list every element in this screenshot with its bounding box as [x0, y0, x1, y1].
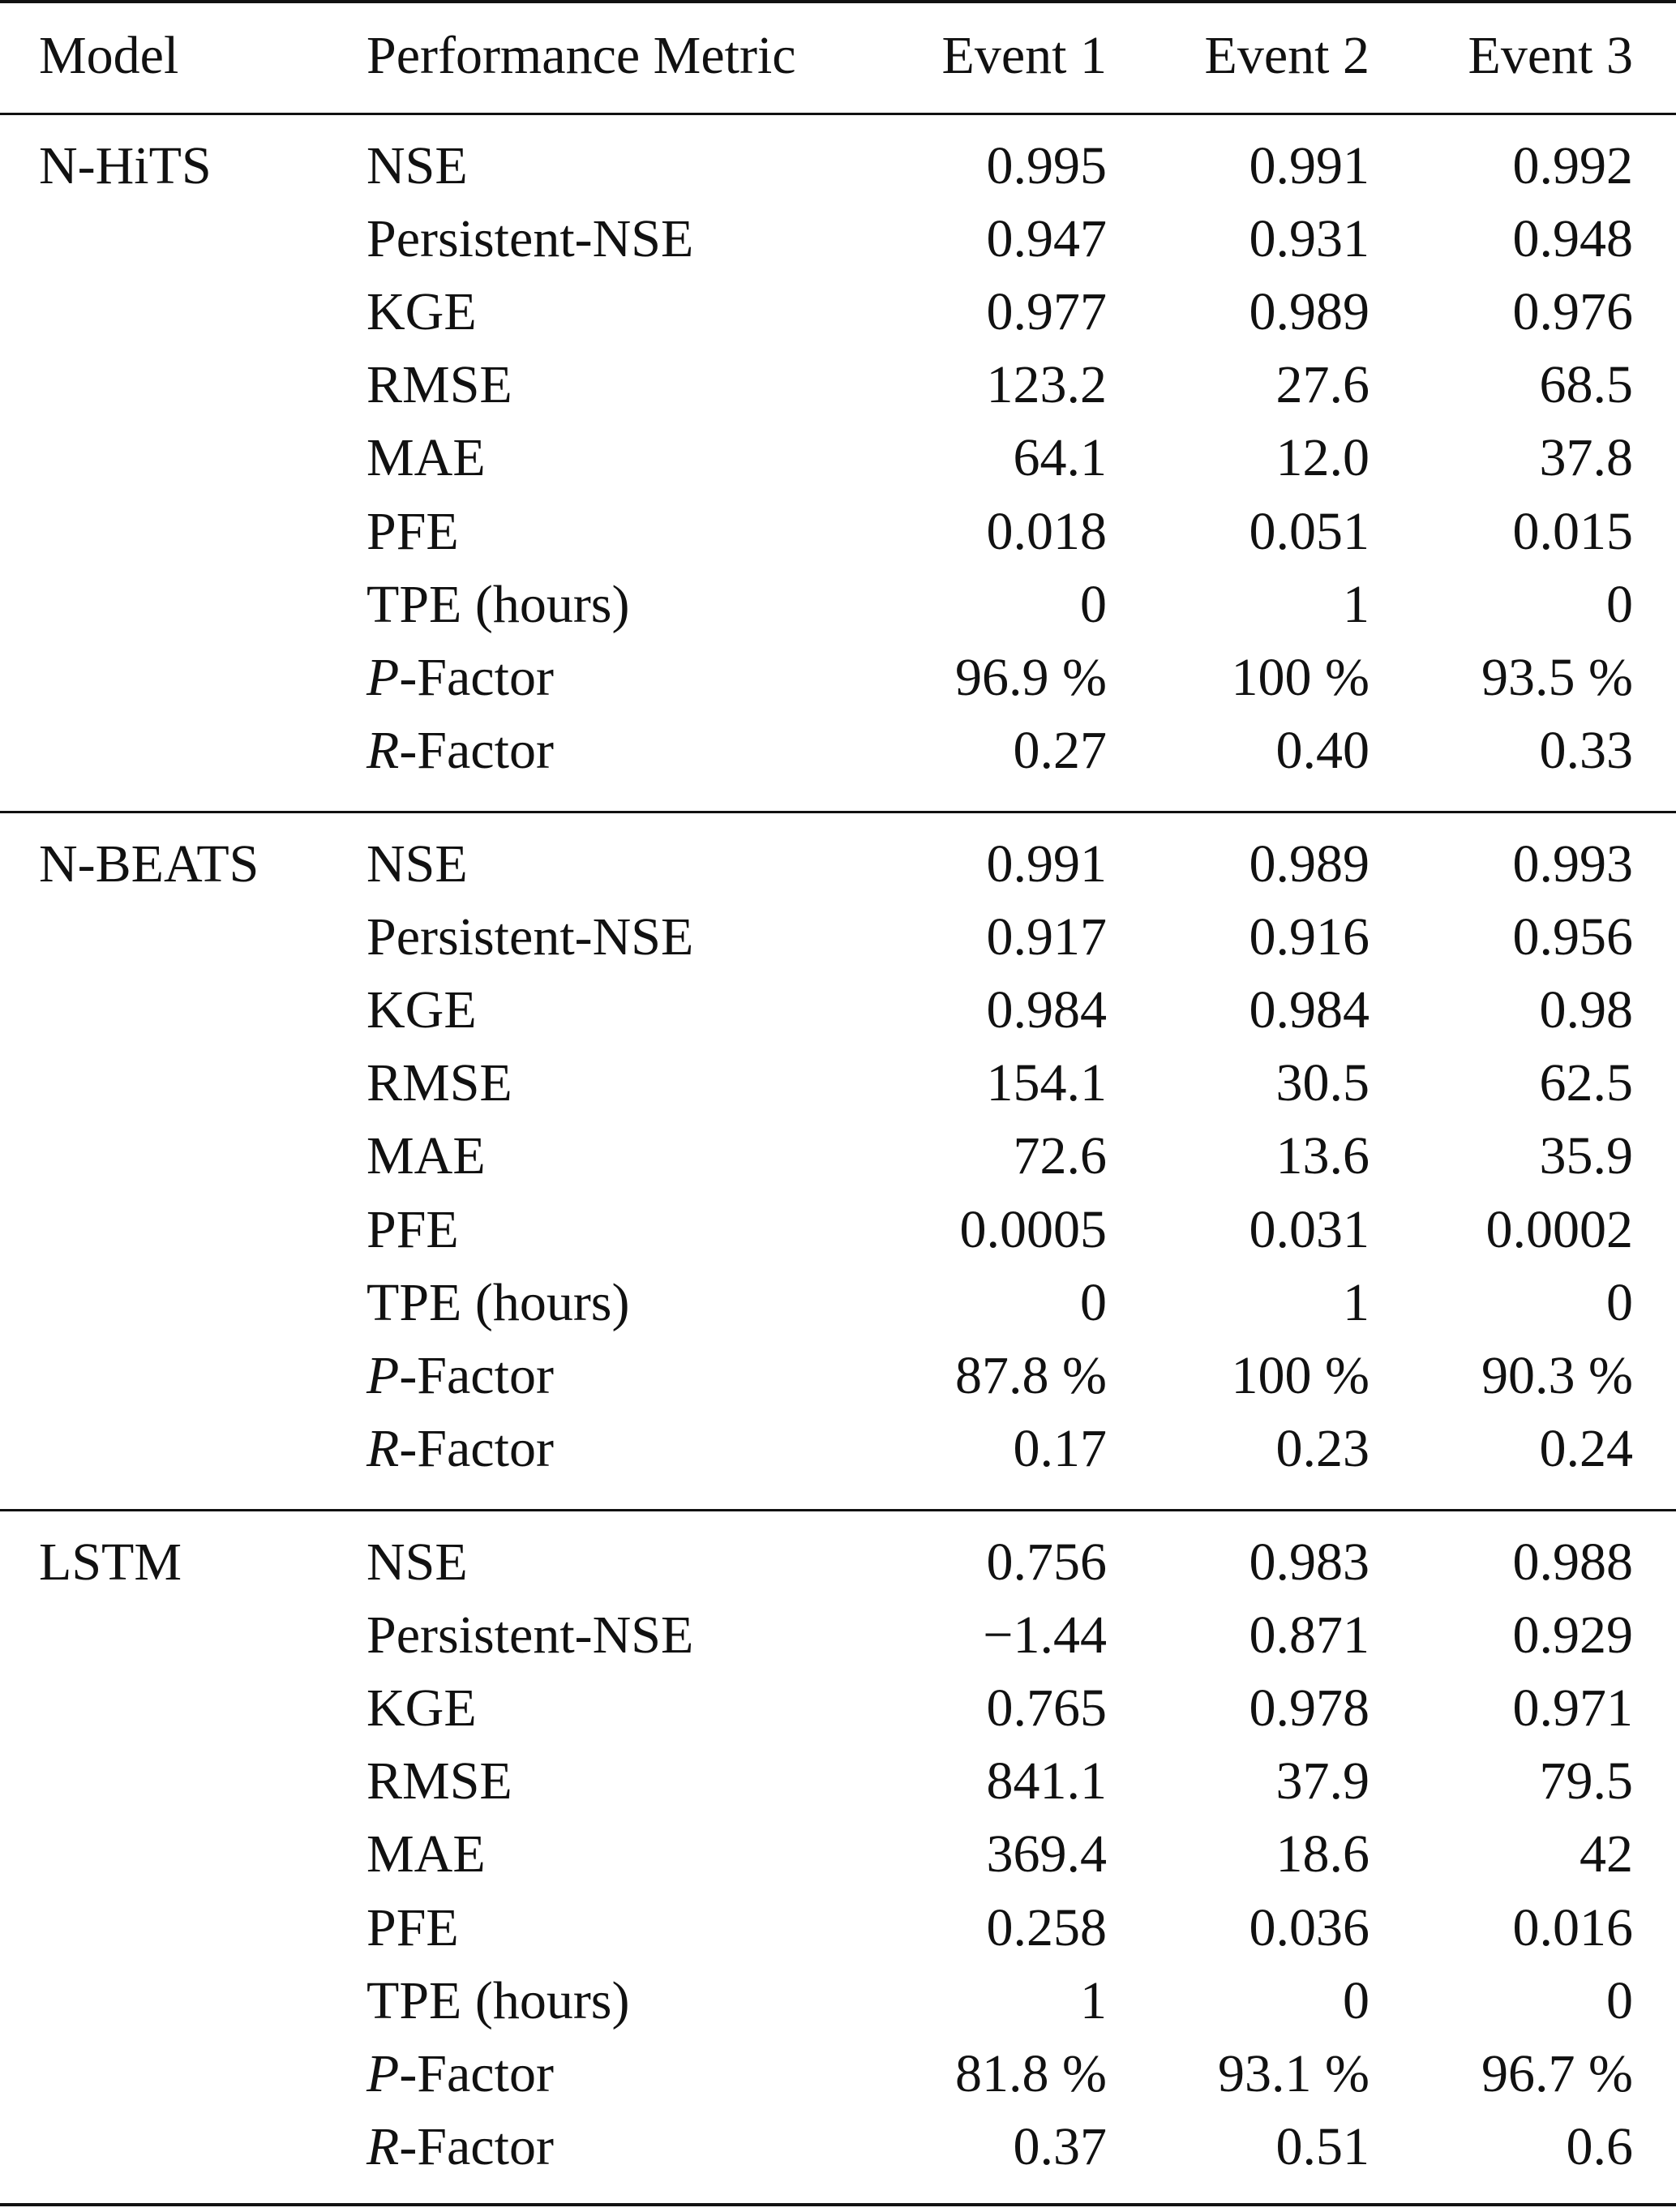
value-cell-event-3: 0.992: [1512, 136, 1633, 195]
value-cell-event-3: 0.948: [1512, 209, 1633, 268]
value-cell-event-1: −1.44: [983, 1605, 1107, 1665]
metric-label: TPE (hours): [366, 1971, 630, 2030]
metric-label: PFE: [366, 502, 459, 561]
value-cell-event-2: 0.989: [1249, 282, 1370, 341]
value-cell-event-3: 37.8: [1539, 428, 1633, 487]
value-cell-event-2: 13.6: [1275, 1126, 1370, 1185]
value-cell-event-1: 0.756: [986, 1533, 1107, 1592]
value-cell-event-2: 0.051: [1249, 502, 1370, 561]
metric-name: [366, 1599, 693, 1672]
model-name: LSTM: [39, 1533, 182, 1592]
value-cell-event-1: 123.2: [986, 355, 1107, 414]
metric-prefix: R: [366, 721, 400, 780]
value-cell-event-3: 0.993: [1512, 834, 1633, 894]
metric-name: [366, 974, 477, 1047]
value-cell-event-2: 0.871: [1249, 1605, 1370, 1665]
value-cell-event-1: 0.27: [1013, 721, 1107, 780]
header-event-3: Event 3: [1468, 26, 1633, 85]
value-cell-event-1: 0.018: [986, 502, 1107, 561]
header-event-2: Event 2: [1204, 26, 1370, 85]
value-cell-event-1: 81.8 %: [955, 2044, 1107, 2103]
value-cell-event-3: 0.016: [1512, 1898, 1633, 1957]
value-cell-event-2: 0: [1343, 1971, 1370, 2030]
metric-name: [366, 1267, 629, 1340]
metric-name: [366, 2038, 554, 2111]
value-cell-event-2: 100 %: [1231, 1346, 1370, 1405]
metric-label: NSE: [366, 834, 468, 894]
value-cell-event-1: 0.258: [986, 1898, 1107, 1957]
value-cell-event-1: 87.8 %: [955, 1346, 1107, 1405]
metric-label: KGE: [366, 282, 477, 341]
bottom-rule: [0, 2203, 1676, 2206]
value-cell-event-3: 0.6: [1566, 2117, 1633, 2176]
header-performance-metric: Performance Metric: [366, 26, 796, 85]
value-cell-event-2: 100 %: [1231, 648, 1370, 707]
value-cell-event-1: 96.9 %: [955, 648, 1107, 707]
value-cell-event-2: 1: [1343, 1273, 1370, 1332]
value-cell-event-3: 0: [1606, 1273, 1633, 1332]
metric-name: [366, 1413, 554, 1485]
metric-name: [366, 1120, 486, 1193]
metric-label: -Factor: [399, 721, 554, 780]
value-cell-event-1: 0.991: [986, 834, 1107, 894]
metric-name: [366, 349, 512, 422]
metric-label: Persistent-NSE: [366, 209, 694, 268]
value-cell-event-3: 62.5: [1539, 1053, 1633, 1112]
metric-label: MAE: [366, 1824, 486, 1884]
metric-label: Persistent-NSE: [366, 907, 694, 967]
metric-label: PFE: [366, 1898, 459, 1957]
value-cell-event-1: 0.995: [986, 136, 1107, 195]
metric-prefix: R: [366, 2117, 400, 2176]
value-cell-event-1: 0.977: [986, 282, 1107, 341]
header-rule: [0, 113, 1676, 115]
value-cell-event-3: 0: [1606, 1971, 1633, 2030]
metric-name: [366, 1047, 512, 1120]
value-cell-event-2: 0.984: [1249, 980, 1370, 1040]
metric-name: [366, 1892, 459, 1965]
value-cell-event-3: 0.24: [1539, 1419, 1633, 1478]
value-cell-event-1: 0.17: [1013, 1419, 1107, 1478]
value-cell-event-1: 64.1: [1013, 428, 1107, 487]
value-cell-event-2: 0.23: [1275, 1419, 1370, 1478]
value-cell-event-3: 79.5: [1539, 1751, 1633, 1811]
metric-label: RMSE: [366, 1751, 512, 1811]
value-cell-event-3: 0.988: [1512, 1533, 1633, 1592]
value-cell-event-3: 0.971: [1512, 1678, 1633, 1738]
header-event-1: Event 1: [941, 26, 1107, 85]
metric-name: [366, 203, 693, 276]
metric-label: MAE: [366, 1126, 486, 1185]
value-cell-event-3: 93.5 %: [1481, 648, 1633, 707]
metric-name: [366, 276, 477, 349]
value-cell-event-3: 0.0002: [1485, 1200, 1633, 1259]
metric-name: [366, 1965, 629, 2038]
metric-label: TPE (hours): [366, 575, 630, 634]
value-cell-event-2: 30.5: [1275, 1053, 1370, 1112]
metric-name: [366, 901, 693, 974]
value-cell-event-3: 0.015: [1512, 502, 1633, 561]
model-name: N-HiTS: [39, 136, 212, 195]
metric-name: [366, 422, 486, 495]
value-cell-event-2: 18.6: [1275, 1824, 1370, 1884]
metric-label: RMSE: [366, 355, 512, 414]
metric-name: [366, 1340, 554, 1413]
group-separator-rule: [0, 811, 1676, 813]
value-cell-event-1: 0.37: [1013, 2117, 1107, 2176]
metric-name: [366, 641, 554, 714]
metric-name: [366, 1526, 468, 1599]
value-cell-event-2: 0.931: [1249, 209, 1370, 268]
value-cell-event-1: 0.947: [986, 209, 1107, 268]
metric-prefix: P: [366, 1346, 400, 1405]
header-model: Model: [39, 26, 179, 85]
value-cell-event-2: 0.978: [1249, 1678, 1370, 1738]
metric-label: TPE (hours): [366, 1273, 630, 1332]
top-rule: [0, 0, 1676, 3]
value-cell-event-2: 0.916: [1249, 907, 1370, 967]
value-cell-event-3: 35.9: [1539, 1126, 1633, 1185]
value-cell-event-2: 1: [1343, 575, 1370, 634]
value-cell-event-1: 841.1: [986, 1751, 1107, 1811]
metric-prefix: R: [366, 1419, 400, 1478]
value-cell-event-2: 27.6: [1275, 355, 1370, 414]
value-cell-event-1: 72.6: [1013, 1126, 1107, 1185]
value-cell-event-2: 37.9: [1275, 1751, 1370, 1811]
value-cell-event-3: 0.98: [1539, 980, 1633, 1040]
metric-name: [366, 2111, 554, 2184]
value-cell-event-1: 0: [1080, 1273, 1107, 1332]
metric-name: [366, 130, 468, 203]
value-cell-event-1: 1: [1080, 1971, 1107, 2030]
model-name: N-BEATS: [39, 834, 259, 894]
group-separator-rule: [0, 1509, 1676, 1511]
value-cell-event-2: 0.989: [1249, 834, 1370, 894]
value-cell-event-1: 0.765: [986, 1678, 1107, 1738]
value-cell-event-2: 0.031: [1249, 1200, 1370, 1259]
metric-name: [366, 828, 468, 901]
value-cell-event-1: 0.0005: [959, 1200, 1107, 1259]
value-cell-event-1: 0: [1080, 575, 1107, 634]
metric-name: [366, 1194, 459, 1267]
metric-name: [366, 495, 459, 568]
value-cell-event-3: 0.929: [1512, 1605, 1633, 1665]
value-cell-event-3: 0.956: [1512, 907, 1633, 967]
value-cell-event-2: 93.1 %: [1218, 2044, 1370, 2103]
metric-label: RMSE: [366, 1053, 512, 1112]
metric-label: -Factor: [399, 2117, 554, 2176]
metric-label: -Factor: [399, 648, 554, 707]
value-cell-event-3: 42: [1580, 1824, 1633, 1884]
value-cell-event-3: 0.33: [1539, 721, 1633, 780]
value-cell-event-1: 0.917: [986, 907, 1107, 967]
value-cell-event-2: 0.036: [1249, 1898, 1370, 1957]
value-cell-event-1: 0.984: [986, 980, 1107, 1040]
metric-label: -Factor: [399, 2044, 554, 2103]
value-cell-event-1: 369.4: [986, 1824, 1107, 1884]
metric-label: KGE: [366, 1678, 477, 1738]
value-cell-event-2: 0.40: [1275, 721, 1370, 780]
metric-label: Persistent-NSE: [366, 1605, 694, 1665]
metric-prefix: P: [366, 648, 400, 707]
metric-name: [366, 1672, 477, 1745]
value-cell-event-3: 90.3 %: [1481, 1346, 1633, 1405]
metric-label: -Factor: [399, 1419, 554, 1478]
metric-label: PFE: [366, 1200, 459, 1259]
metric-prefix: P: [366, 2044, 400, 2103]
value-cell-event-3: 96.7 %: [1481, 2044, 1633, 2103]
metric-name: [366, 568, 629, 641]
metric-label: KGE: [366, 980, 477, 1040]
value-cell-event-3: 0.976: [1512, 282, 1633, 341]
value-cell-event-3: 0: [1606, 575, 1633, 634]
metric-name: [366, 714, 554, 787]
metric-label: -Factor: [399, 1346, 554, 1405]
value-cell-event-2: 12.0: [1275, 428, 1370, 487]
value-cell-event-2: 0.983: [1249, 1533, 1370, 1592]
metric-name: [366, 1745, 512, 1818]
value-cell-event-1: 154.1: [986, 1053, 1107, 1112]
metric-label: NSE: [366, 1533, 468, 1592]
value-cell-event-2: 0.991: [1249, 136, 1370, 195]
metric-name: [366, 1818, 486, 1891]
metric-label: NSE: [366, 136, 468, 195]
value-cell-event-3: 68.5: [1539, 355, 1633, 414]
value-cell-event-2: 0.51: [1275, 2117, 1370, 2176]
metric-label: MAE: [366, 428, 486, 487]
